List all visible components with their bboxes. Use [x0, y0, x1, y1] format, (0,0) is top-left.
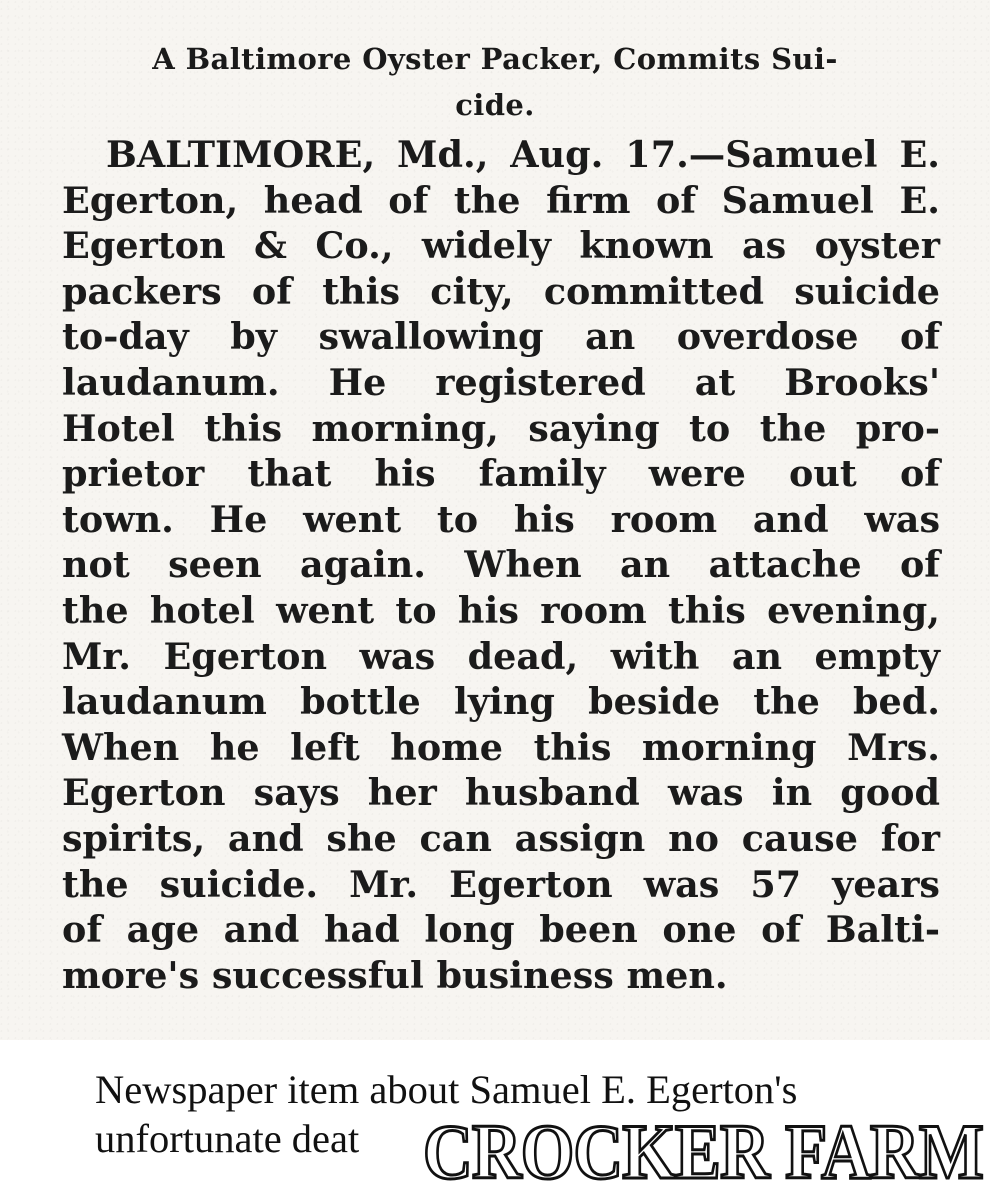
article-line: laudanum bottle lying beside the bed. [62, 680, 940, 724]
article-body [62, 132, 940, 998]
article-line: prietor that his family were out of [62, 452, 940, 496]
article-line: to-day by swallowing an overdose of [62, 315, 940, 359]
article-line: the suicide. Mr. Egerton was 57 years [62, 862, 940, 906]
article-line: laudanum. He registered at Brooks' [62, 360, 940, 404]
article-headline [40, 36, 950, 128]
article-line: Egerton & Co., widely known as oyster [62, 224, 940, 268]
caption-line: Newspaper item about Samuel E. Egerton's [95, 1067, 798, 1112]
crocker-farm-watermark-logo [418, 1108, 988, 1192]
article-line: the hotel went to his room this evening, [62, 588, 940, 632]
article-line: spirits, and she can assign no cause for [62, 816, 940, 860]
article-line: not seen again. When an attache of [62, 543, 940, 587]
article-line: Hotel this morning, saying to the pro- [62, 406, 940, 450]
caption-line: unfortunate deat [95, 1116, 360, 1161]
article-line: more's successful business men. [62, 953, 728, 997]
watermark-text: CROCKER FARM [423, 1108, 983, 1192]
article-line: of age and had long been one of Balti- [62, 908, 940, 952]
article-line: When he left home this morning Mrs. [62, 725, 940, 769]
headline-line: cide. [455, 88, 535, 122]
article-line: Mr. Egerton was dead, with an empty [62, 634, 940, 678]
article-line: BALTIMORE, Md., Aug. 17.—Samuel E. [106, 133, 940, 176]
headline-line: A Baltimore Oyster Packer, Commits Sui- [152, 42, 838, 76]
article-line: packers of this city, committed suicide [62, 269, 940, 313]
article-line: Egerton, head of the firm of Samuel E. [62, 178, 940, 222]
article-line: Egerton says her husband was in good [62, 771, 940, 815]
article-line: town. He went to his room and was [62, 497, 940, 541]
